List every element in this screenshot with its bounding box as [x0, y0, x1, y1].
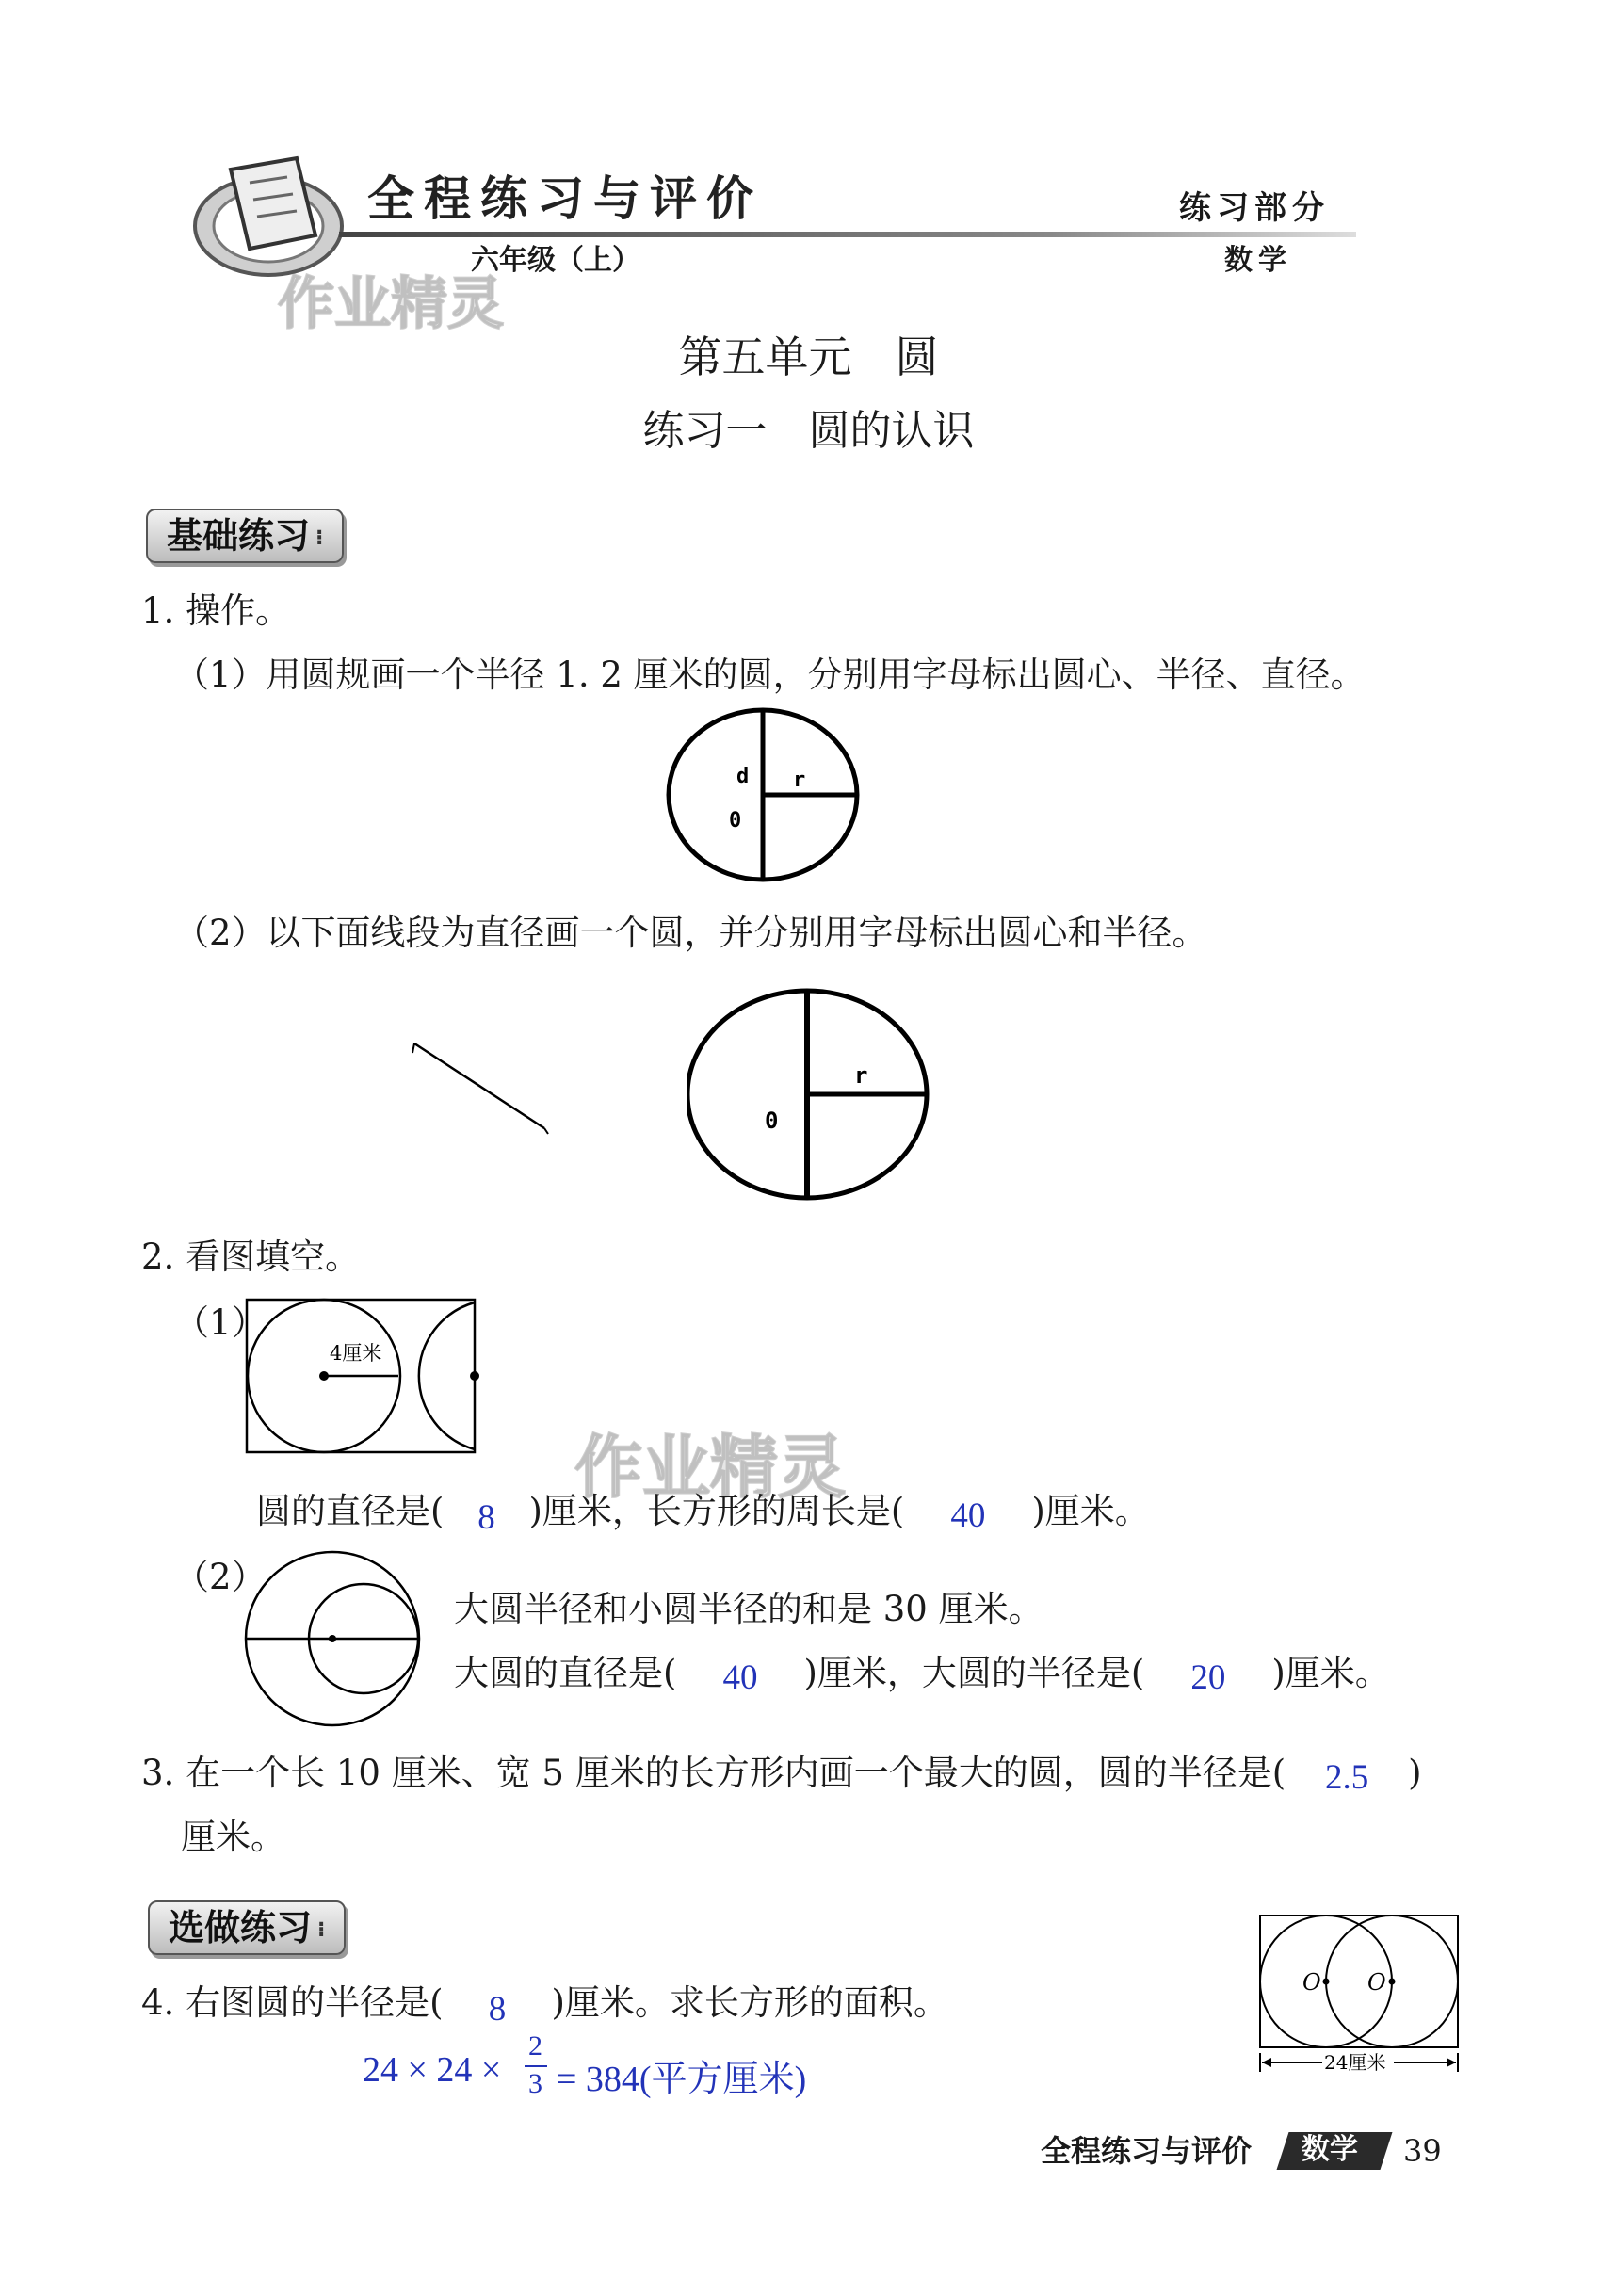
fig2-o-label: 0 — [765, 1108, 779, 1134]
fig1-d-label: d — [736, 765, 750, 788]
q2-line3: 大圆的直径是( 40 )厘米，大圆的半径是( 20 )厘米。 — [454, 1653, 1390, 1697]
q4-figure — [1253, 1912, 1469, 2077]
fig1-o-label: 0 — [729, 809, 742, 833]
fig1-r-label: r — [793, 768, 806, 792]
frac-numerator: 2 — [528, 2030, 542, 2062]
book-title: 全程练习与评价 — [367, 171, 763, 226]
watermark-middle: 作业精灵 — [574, 1428, 847, 1507]
tab-decoration-icon-2: ⁝ — [317, 1917, 326, 1942]
answer-perimeter: 40 — [950, 1496, 986, 1535]
q2-part1-label: （1） — [174, 1302, 267, 1343]
calc-left: 24 × 24 × — [363, 2050, 502, 2090]
q2-part2-label: （2） — [174, 1557, 267, 1597]
q1-part2: （2）以下面线段为直径画一个圆，并分别用字母标出圆心和半径。 — [174, 913, 1207, 953]
given-segment — [405, 1036, 556, 1140]
lesson-title: 练习一 圆的认识 — [642, 407, 975, 455]
optional-practice-label: 选做练习 — [169, 1907, 313, 1948]
basic-practice-label: 基础练习 — [167, 515, 311, 557]
q1-circle-figure-1 — [659, 704, 895, 885]
q2-rectangle-figure — [243, 1296, 488, 1461]
fig-4cm-label: 4厘米 — [330, 1342, 382, 1365]
header-rule — [339, 232, 1356, 237]
grade-label: 六年级（上） — [471, 244, 640, 277]
answer-big-radius: 20 — [1190, 1658, 1226, 1697]
q4-line1: 4. 右图圆的半径是( 8 )厘米。求长方形的面积。 — [141, 1982, 948, 2029]
q1-part1: （1）用圆规画一个半径 1. 2 厘米的圆，分别用字母标出圆心、半径、直径。 — [174, 655, 1366, 695]
unit-title: 第五单元 圆 — [678, 331, 939, 382]
tab-decoration-icon: ⁝ — [315, 525, 324, 550]
footer-subject: 数学 — [1302, 2133, 1358, 2166]
fig2-r-label: r — [854, 1062, 868, 1089]
answer-q4-radius: 8 — [488, 1990, 507, 2029]
q2-line2: 大圆半径和小圆半径的和是 30 厘米。 — [454, 1589, 1043, 1629]
frac-denominator: 3 — [528, 2068, 542, 2099]
watermark: 作业精灵 — [278, 271, 504, 337]
frac-bar — [525, 2065, 547, 2067]
fig-o1-label: O — [1302, 1969, 1321, 1996]
footer-brand: 全程练习与评价 — [1041, 2133, 1253, 2169]
basic-practice-tab — [146, 509, 344, 563]
q3-line1: 3. 在一个长 10 厘米、宽 5 厘米的长方形内画一个最大的圆，圆的半径是( 2.5 ) — [141, 1753, 1422, 1797]
subject-label: 数学 — [1224, 244, 1292, 277]
q2-title: 2. 看图填空。 — [141, 1237, 361, 1277]
q3-line2: 厘米。 — [181, 1817, 285, 1857]
fig-24cm-label: 24厘米 — [1324, 2051, 1386, 2074]
answer-diameter: 8 — [477, 1498, 495, 1537]
section-label: 练习部分 — [1179, 189, 1330, 227]
answer-q3-radius: 2.5 — [1325, 1758, 1369, 1797]
q2-circles-figure — [243, 1544, 431, 1733]
q1-title: 1. 操作。 — [141, 590, 291, 631]
optional-practice-tab — [148, 1900, 346, 1955]
calc-right: = 384(平方厘米) — [557, 2060, 807, 2099]
q1-circle-figure-2 — [687, 979, 951, 1205]
answer-big-diameter: 40 — [722, 1658, 758, 1697]
fig-o2-label: O — [1367, 1969, 1386, 1996]
q2-line1: 圆的直径是( 8 )厘米，长方形的周长是( 40 )厘米。 — [256, 1491, 1150, 1537]
page-number: 39 — [1403, 2133, 1442, 2169]
